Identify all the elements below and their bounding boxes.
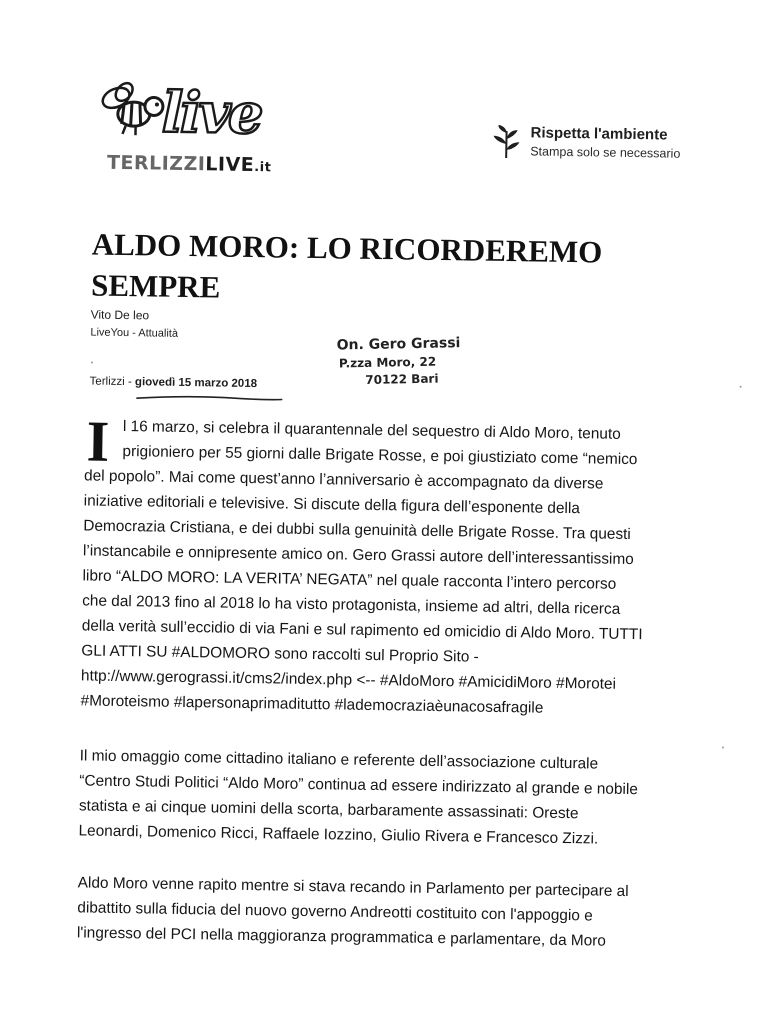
article-body (76, 408, 685, 950)
stamp-name: On. Gero Grassi (336, 335, 461, 354)
handwritten-underline (134, 392, 284, 404)
text-line: l'ingresso del PCI nella maggioranza programmatica e parlamentare, da Moro (76, 924, 607, 950)
text-line: iniziative editoriali e televisive. Si discute della figura dell’esponente della (83, 492, 581, 518)
stamp-address: P.zza Moro, 22 (338, 354, 437, 371)
text-line: libro “ALDO MORO: LA VERITA’ NEGATA” nel quale racconta l’intero percorso (82, 567, 617, 593)
scan-speck (740, 386, 742, 388)
text-line: del popolo”. Mai come quest’anno l’anniversario è accompagnato da diverse (83, 467, 604, 493)
text-line: Leonardi, Domenico Ricci, Raffaele Iozzino, Giulio Rivera e Francesco Zizzi. (78, 822, 599, 848)
article-dateline: Terlizzi - giovedì 15 marzo 2018 (89, 375, 258, 391)
text-line: GLI ATTI SU #ALDOMORO sono raccolti sul Proprio Sito - (81, 642, 479, 666)
paragraph (80, 408, 685, 722)
paragraph (78, 743, 638, 852)
leaf-icon (492, 125, 521, 159)
text-line-link[interactable]: http://www.gerograssi.it/cms2/index.php <-- #AldoMoro #AmicidiMoro #Morotei (80, 667, 617, 693)
text-line: che dal 2013 fino al 2018 lo ha visto protagonista, insieme ad altri, della ricerca (82, 592, 621, 618)
scan-speck (91, 361, 93, 363)
text-line: l’instancabile e onnipresente amico on. Gero Grassi autore dell’interessantissimo (82, 542, 634, 569)
article-title-line: SEMPRE (90, 267, 221, 305)
article-title-line: ALDO MORO: LO RICORDEREMO (91, 226, 603, 270)
text-line: dibattito sulla fiducia del nuovo governo Andreotti costituito con l'appoggio e (77, 899, 593, 925)
text-line: l 16 marzo, si celebra il quarantennale del sequestro di Aldo Moro, tenuto (122, 418, 621, 443)
article-author[interactable]: Vito De leo (90, 307, 150, 323)
environment-notice-subtitle: Stampa solo se necessario (530, 144, 681, 161)
environment-notice (492, 122, 733, 170)
logo-live-word: live (161, 79, 262, 148)
text-line: “Centro Studi Politici “Aldo Moro” continua ad essere indirizzato al grande e nobile (79, 772, 639, 799)
terlizzilive-logo[interactable] (95, 80, 287, 187)
text-line: Aldo Moro venne rapito mentre si stava recando in Parlamento per partecipare al (77, 874, 629, 901)
article-category[interactable]: LiveYou - Attualità (90, 326, 179, 340)
environment-notice-title: Rispetta l'ambiente (530, 124, 668, 144)
text-line: Democrazia Cristiana, e dei dubbi sulla genuinità delle Brigate Rosse. Tra questi (83, 517, 631, 543)
text-line: statista e ai cinque uomini della scorta, barbaramente assassinati: Oreste (78, 797, 579, 823)
article-date: giovedì 15 marzo 2018 (134, 376, 258, 391)
logo-domain: TERLIZZILIVE.it (106, 151, 272, 177)
drop-cap: I (86, 408, 110, 474)
stamp-city: 70122 Bari (365, 371, 439, 387)
scan-speck (722, 746, 724, 748)
text-line: prigioniero per 55 giorni dalle Brigate Rosse, e poi giustiziato come “nemico (122, 443, 638, 469)
address-stamp (336, 333, 461, 389)
article-title (91, 224, 652, 315)
text-line: Il mio omaggio come cittadino italiano e referente dell’associazione culturale (79, 747, 599, 773)
paragraph (77, 870, 629, 954)
text-line: della verità sull’eccidio di via Fani e sul rapimento ed omicidio di Aldo Moro. TUTTI (81, 617, 643, 644)
text-line-hashtags[interactable]: #Moroteismo #lapersonaprimaditutto #lademocraziaèunacosafragile (80, 692, 544, 717)
